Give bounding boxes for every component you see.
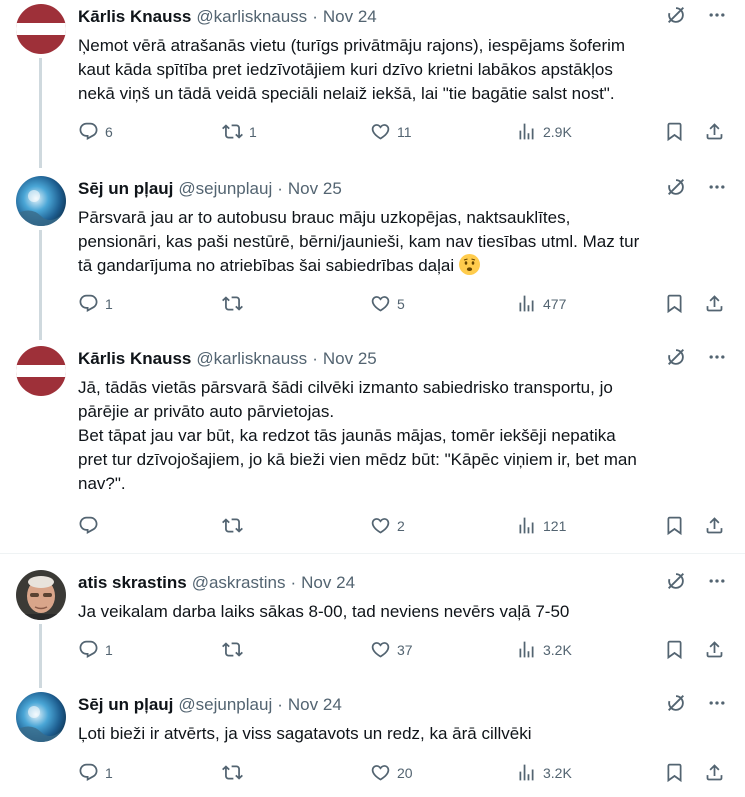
separator-dot: · [312,349,318,368]
share-icon [704,515,725,536]
views-icon [516,293,537,314]
like-button[interactable] [370,515,405,536]
tweet-date[interactable]: Nov 24 [322,7,377,26]
views-button[interactable] [516,121,572,142]
like-button[interactable] [370,639,413,660]
reply-button[interactable] [78,515,105,536]
text-line: pārējie ar privāto auto pārvietojas. [78,402,335,421]
share-button[interactable] [704,515,725,536]
thread-line [39,230,42,340]
tweet-top-actions [665,4,727,26]
more-icon[interactable] [707,693,727,713]
text-segment: tā gandarījuma no atriebības šai sabiedrības daļai [78,256,455,275]
tweet-top-actions [665,570,727,592]
avatar[interactable] [16,692,66,742]
abstract-avatar-icon [16,176,66,226]
bookmark-icon [664,762,685,783]
tweet-text [78,206,718,278]
text-line: nav?". [78,474,126,493]
more-icon[interactable] [707,571,727,591]
views-count: 2.9K [543,123,572,140]
grok-icon[interactable] [665,4,687,26]
like-count: 2 [397,517,405,534]
heart-icon [370,515,391,536]
tweet-text [78,34,718,106]
reply-button[interactable] [78,639,113,660]
author-handle[interactable]: @sejunplauj [178,695,273,714]
reply-button[interactable] [78,121,113,142]
views-button[interactable] [516,639,572,660]
author-name[interactable]: Kārlis Knauss [78,349,192,368]
share-icon [704,121,725,142]
reply-icon [78,293,99,314]
tweet[interactable] [0,346,745,546]
thread-divider [0,553,745,554]
tweet-header [78,178,342,200]
share-button[interactable] [704,762,725,783]
bookmark-icon [664,121,685,142]
reply-icon [78,515,99,536]
tweet-top-actions [665,692,727,714]
reply-icon [78,762,99,783]
views-count: 477 [543,295,567,312]
views-icon [516,639,537,660]
worried-face-icon [459,254,480,275]
heart-icon [370,121,391,142]
tweet-date[interactable]: Nov 24 [287,695,342,714]
more-icon[interactable] [707,347,727,367]
grok-icon[interactable] [665,176,687,198]
like-count: 37 [397,641,413,658]
like-count: 11 [397,123,412,140]
separator-dot: · [277,179,283,198]
bookmark-icon [664,293,685,314]
author-handle[interactable]: @sejunplauj [178,179,273,198]
avatar[interactable] [16,176,66,226]
bookmark-icon [664,639,685,660]
text-line: Jā, tādās vietās pārsvarā šādi cilvēki izmanto sabiedrisko transportu, jo [78,378,613,397]
more-icon[interactable] [707,177,727,197]
text-line: nekā viņš un tādā veidā speciāli nelaiž iekšā, lai "tie bagātie salst nost". [78,84,615,103]
repost-icon [222,639,243,660]
text-line: kaut kāda spītība pret iedzīvotājiem kuri dzīvo krietni labākos apstākļos [78,60,613,79]
bookmark-button[interactable] [664,762,685,783]
views-icon [516,121,537,142]
tweet-text [78,376,718,496]
share-button[interactable] [704,639,725,660]
text-line: Bet tāpat jau var būt, ka redzot tās jaunās mājas, tomēr iekšēji nepatika [78,426,616,445]
tweet-header [78,348,377,370]
text-line: Ļoti bieži ir atvērts, ja viss sagatavots un redz, ka ārā cillvēki [78,724,532,743]
repost-button[interactable] [222,762,249,783]
text-line: pret tur dzīvojošajiem, jo kā bieži vien mēdz būt: "Kāpēc viņiem ir, bet man [78,450,637,469]
tweet-top-actions [665,176,727,198]
views-icon [516,762,537,783]
views-count: 3.2K [543,641,572,658]
views-button[interactable] [516,293,566,314]
like-button[interactable] [370,293,405,314]
repost-icon [222,293,243,314]
latvian-flag-icon [16,4,66,54]
reply-count: 1 [105,641,113,658]
share-icon [704,639,725,660]
text-line: Ņemot vērā atrašanās vietu (turīgs privātmāju rajons), iespējams šoferim [78,36,626,55]
author-name[interactable]: atis skrastins [78,573,187,592]
tweet-actions [78,121,728,145]
reply-icon [78,639,99,660]
separator-dot: · [290,573,297,592]
author-handle[interactable]: @askrastins [191,573,286,592]
repost-icon [222,762,243,783]
repost-button[interactable] [222,293,249,314]
share-icon [704,293,725,314]
like-button[interactable] [370,121,412,142]
tweet-text [78,600,718,624]
tweet-actions [78,639,728,663]
avatar[interactable] [16,570,66,620]
text-line [78,254,718,278]
tweet[interactable] [0,692,745,792]
author-name[interactable]: Sēj un pļauj [78,695,174,714]
person-photo-icon [16,570,66,620]
text-line: Ja veikalam darba laiks sākas 8-00, tad neviens nevērs vaļā 7-50 [78,602,570,621]
repost-icon [222,515,243,536]
repost-button[interactable] [222,639,249,660]
bookmark-button[interactable] [664,293,685,314]
share-icon [704,762,725,783]
tweet-actions [78,515,728,539]
text-line: pensionāri, kas paši nestūrē, bērni/jaunieši, kam nav tiesības utml. Maz tur [78,232,640,251]
thread-line [39,58,42,168]
share-button[interactable] [704,293,725,314]
tweet-header [78,694,342,716]
bookmark-button[interactable] [664,639,685,660]
tweet[interactable] [0,570,745,670]
views-count: 121 [543,517,567,534]
repost-icon [222,121,243,142]
tweet[interactable] [0,4,745,154]
author-name[interactable]: Kārlis Knauss [78,7,192,26]
more-icon[interactable] [707,5,727,25]
tweet-date[interactable]: Nov 24 [301,573,356,592]
views-count: 3.2K [543,764,572,781]
bookmark-icon [664,515,685,536]
heart-icon [370,762,391,783]
views-icon [516,515,537,536]
grok-icon[interactable] [665,346,687,368]
reply-count: 6 [105,123,113,140]
tweet-header [78,572,355,594]
reply-icon [78,121,99,142]
abstract-avatar-icon [16,692,66,742]
tweet[interactable] [0,176,745,326]
bookmark-button[interactable] [664,515,685,536]
grok-icon[interactable] [665,570,687,592]
heart-icon [370,293,391,314]
latvian-flag-icon [16,346,66,396]
repost-button[interactable] [222,515,249,536]
tweet-actions [78,293,728,317]
reply-button[interactable] [78,293,113,314]
separator-dot: · [312,7,318,26]
share-button[interactable] [704,121,725,142]
like-button[interactable] [370,762,413,783]
avatar[interactable] [16,4,66,54]
separator-dot: · [277,695,283,714]
text-line: Pārsvarā jau ar to autobusu brauc māju uzkopējas, naktsauklītes, [78,208,571,227]
views-button[interactable] [516,762,572,783]
like-count: 20 [397,764,413,781]
heart-icon [370,639,391,660]
reply-count: 1 [105,295,113,312]
tweet-date[interactable]: Nov 25 [322,349,377,368]
repost-count: 1 [249,123,257,140]
views-button[interactable] [516,515,566,536]
tweet-header [78,6,377,28]
grok-icon[interactable] [665,692,687,714]
tweet-text [78,722,718,746]
repost-button[interactable] [222,121,257,142]
avatar[interactable] [16,346,66,396]
tweet-top-actions [665,346,727,368]
author-handle[interactable]: @karlisknauss [196,7,308,26]
thread-line [39,624,42,688]
author-handle[interactable]: @karlisknauss [196,349,308,368]
author-name[interactable]: Sēj un pļauj [78,179,174,198]
bookmark-button[interactable] [664,121,685,142]
tweet-actions [78,762,728,786]
like-count: 5 [397,295,405,312]
reply-count: 1 [105,764,113,781]
reply-button[interactable] [78,762,113,783]
tweet-date[interactable]: Nov 25 [287,179,342,198]
